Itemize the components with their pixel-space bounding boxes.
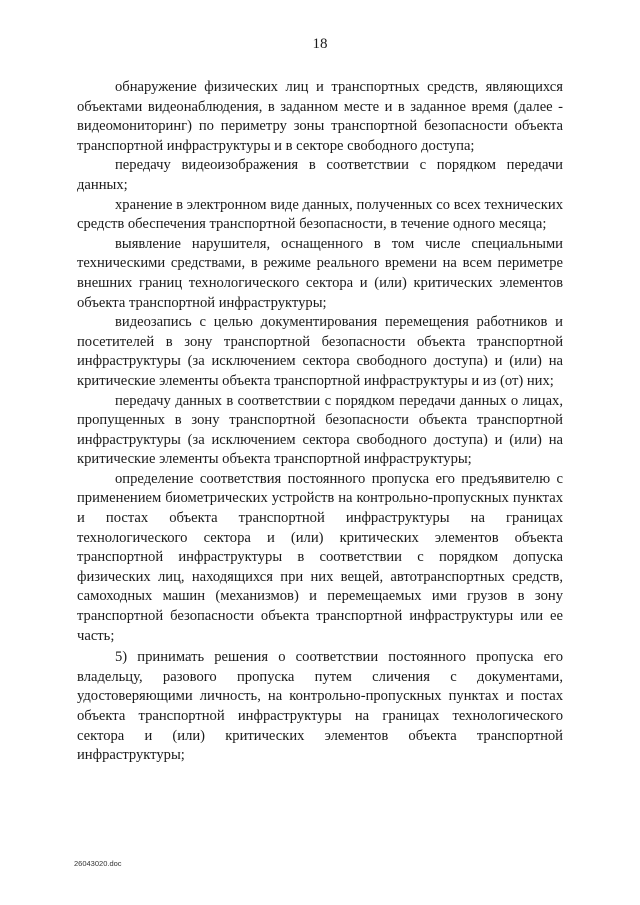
paragraph-video-monitoring: обнаружение физических лиц и транспортных средств, являющихся объектами видеонаблюдения, в заданном месте и в заданное время (далее - видеомониторинг) по периметру зоны транспортной безопасности объекта транспортной инфраструктуры и в секторе свободного доступа; bbox=[77, 79, 563, 154]
page-number: 18 bbox=[312, 36, 328, 52]
paragraph-biometric-verification: определение соответствия постоянного пропуска его предъявителю с применением биометрических устройств на контрольно-пропускных пунктах и постах объекта транспортной инфраструктуры на границах технологического сектора и (или) критических элементов объекта транспортной инфраструктуры в соответствии с порядком допуска физических лиц, находящихся при них вещей, автотранспортных средств, самоходных машин (механизмов) и перемещаемых ими грузов в зону транспортной безопасности объекта транспортной инфраструктуры или ее часть; bbox=[77, 470, 563, 644]
paragraph-intruder-detection: выявление нарушителя, оснащенного в том числе специальными техническими средствами, в режиме реального времени на всем периметре внешних границ технологического сектора и (или) критических элементов объекта транспортной инфраструктуры; bbox=[77, 235, 563, 311]
paragraph-video-transfer: передачу видеоизображения в соответствии с порядком передачи данных; bbox=[77, 157, 563, 193]
paragraph-pass-decision: 5) принимать решения о соответствии постоянного пропуска его владельцу, разового пропуска путем сличения с документами, удостоверяющими личность, на контрольно-пропускных пунктах и постах объекта транспортной инфраструктуры на границах технологического сектора и (или) критических элементов объекта транспортной инфраструктуры; bbox=[77, 649, 563, 764]
paragraph-video-recording: видеозапись с целью документирования перемещения работников и посетителей в зону транспортной безопасности объекта транспортной инфраструктуры (за исключением сектора свободного доступа) и (или) на критические элементы объекта транспортной инфраструктуры и из (от) них; bbox=[77, 314, 563, 389]
document-body bbox=[77, 78, 563, 766]
footer-filename: 26043020.doc bbox=[74, 859, 122, 868]
paragraph-data-storage: хранение в электронном виде данных, полученных со всех технических средств обеспечения транспортной безопасности, в течение одного месяца; bbox=[77, 196, 563, 233]
paragraph-data-transfer-persons: передачу данных в соответствии с порядком передачи данных о лицах, пропущенных в зону транспортной безопасности объекта транспортной инфраструктуры (за исключением сектора свободного доступа) и (или) на критические элементы объекта транспортной инфраструктуры; bbox=[77, 392, 563, 468]
